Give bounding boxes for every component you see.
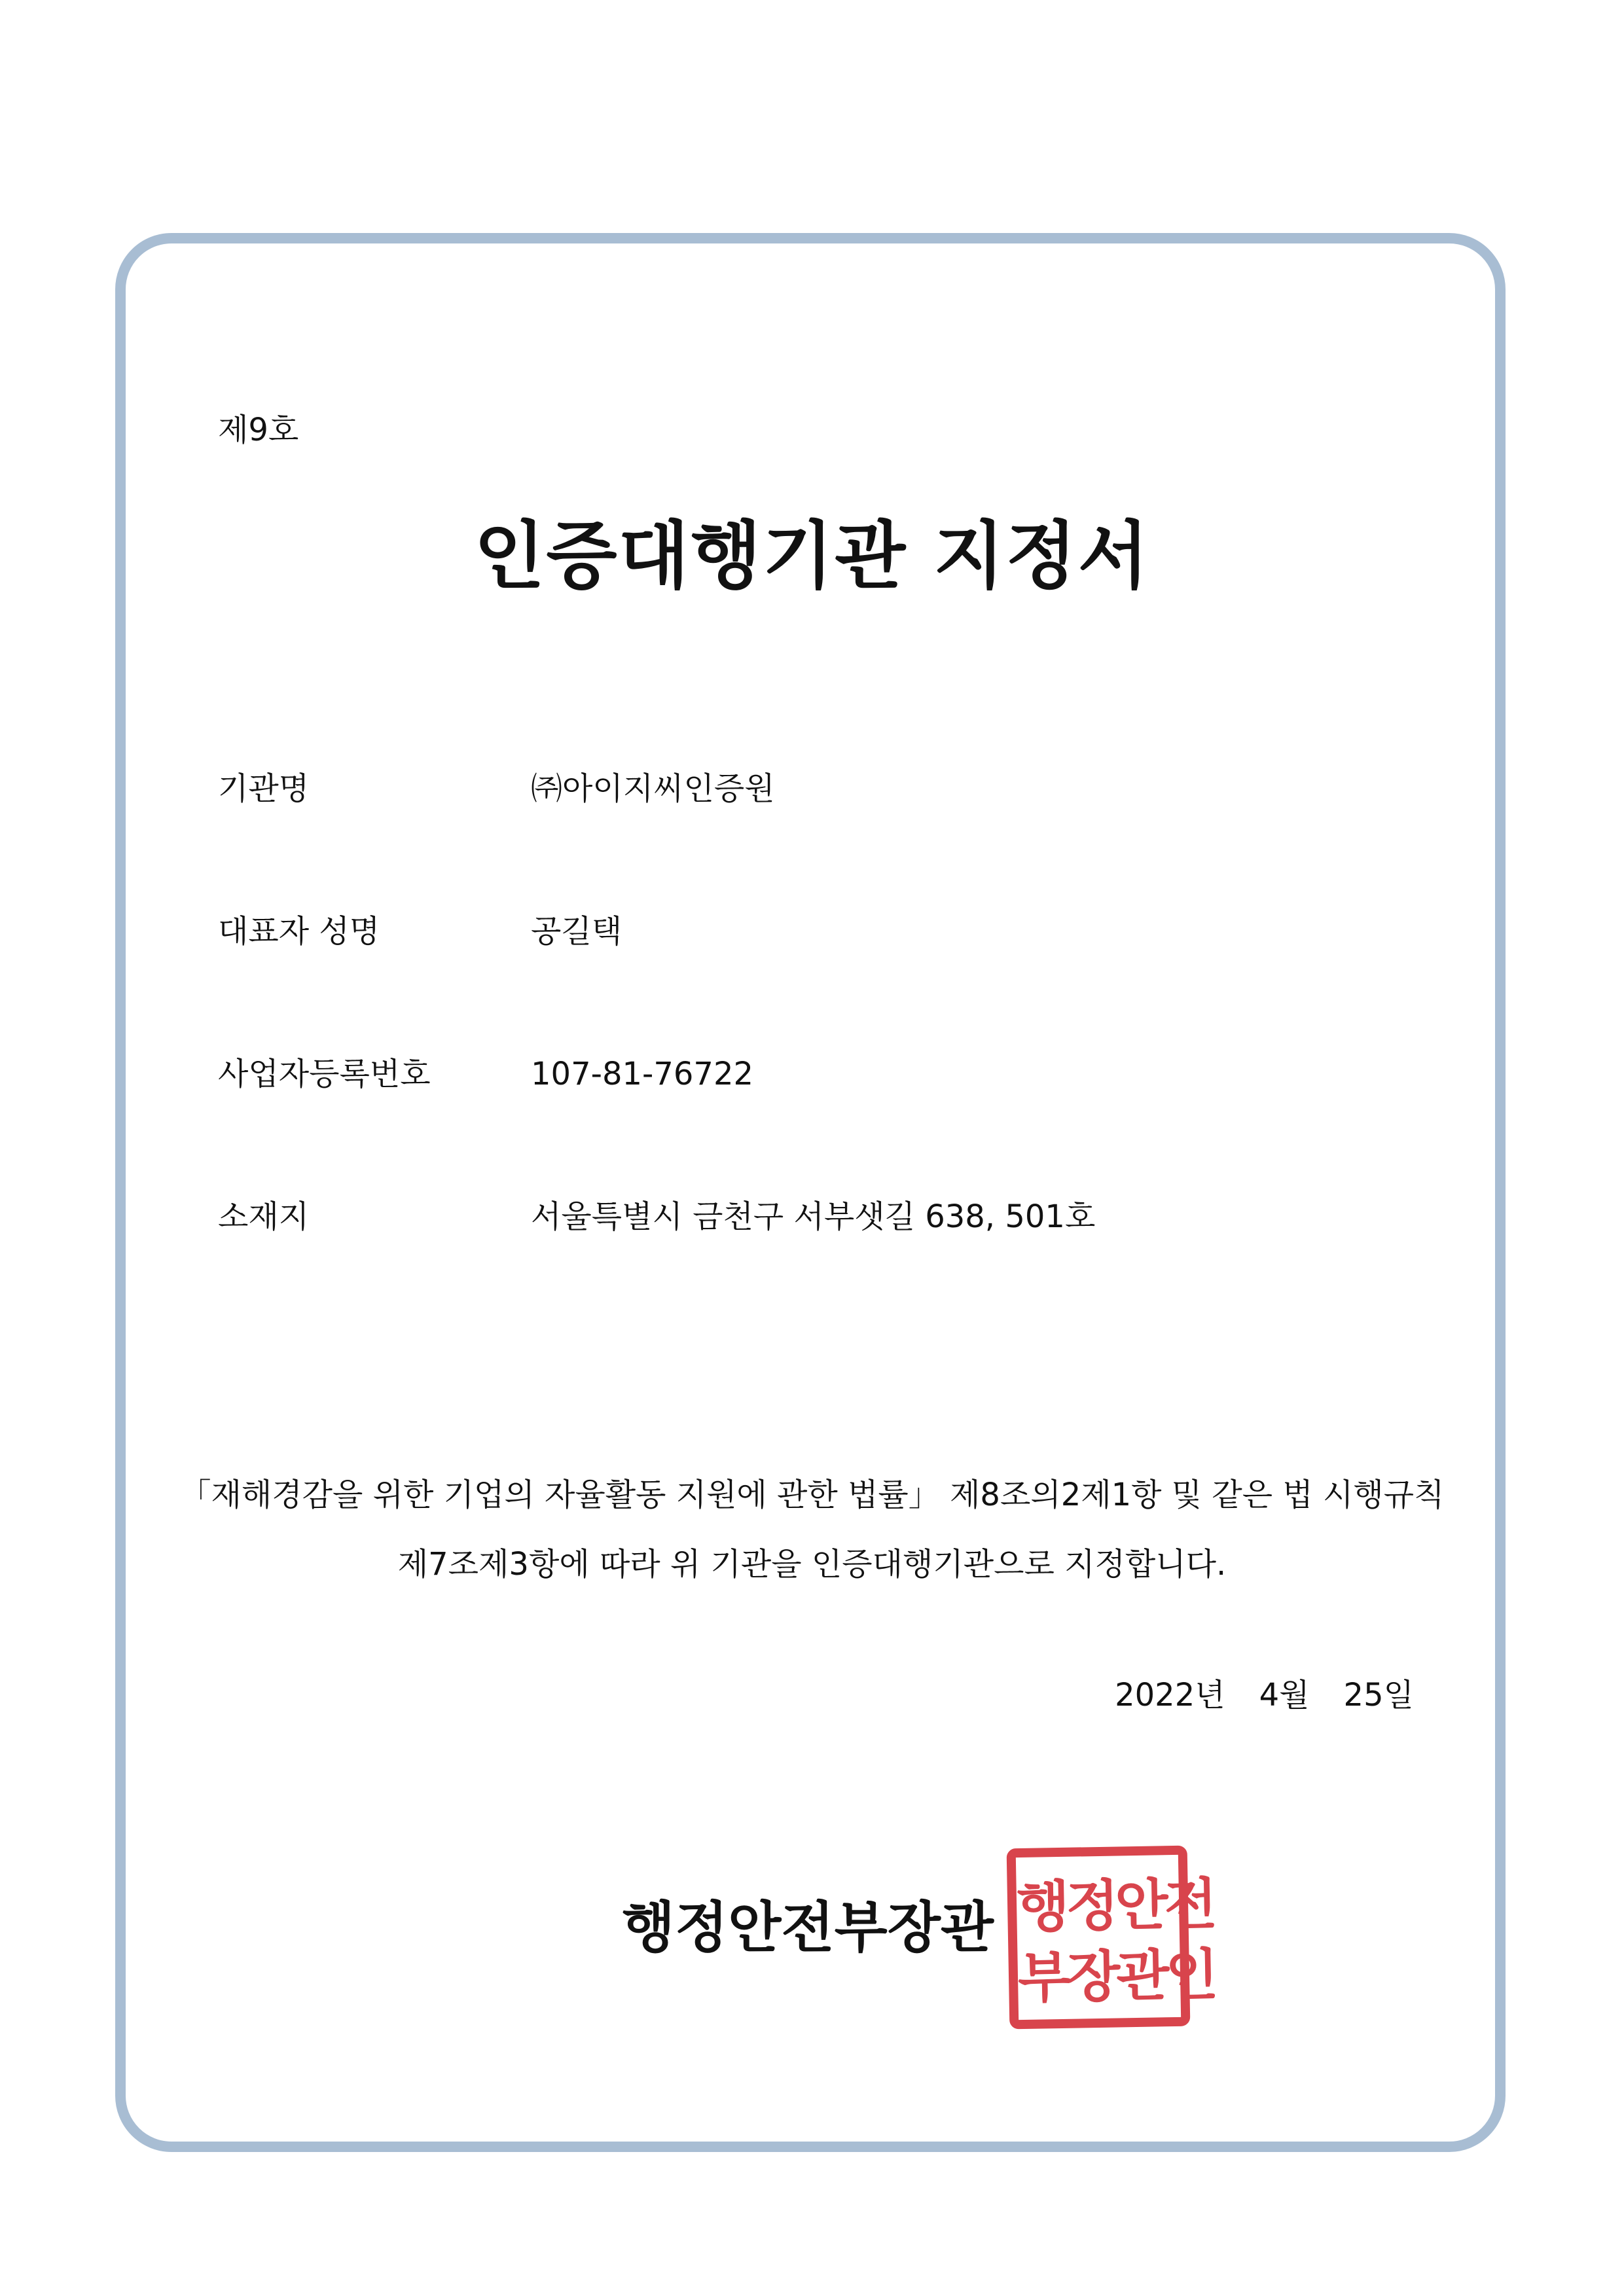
document-number: 제9호 — [218, 412, 299, 448]
field-label: 사업자등록번호 — [218, 1056, 431, 1092]
issue-date — [1115, 1674, 1414, 1716]
body-text-line-1: 「재해경감을 위한 기업의 자율활동 지원에 관한 법률」 제8조의2제1항 및 같은 법 시행규칙 — [179, 1477, 1445, 1513]
official-seal — [1007, 1846, 1216, 2030]
field-value: ㈜아이지씨인증원 — [531, 770, 775, 807]
seal-text-line-1: 행정안전 — [1016, 1871, 1214, 1940]
date-day: 25일 — [1343, 1677, 1414, 1713]
field-label: 대표자 성명 — [218, 913, 380, 950]
body-text-line-2: 제7조제3항에 따라 위 기관을 인증대행기관으로 지정합니다. — [397, 1546, 1227, 1583]
field-value: 공길택 — [531, 913, 623, 950]
field-value: 107-81-76722 — [531, 1056, 754, 1092]
field-value: 서울특별시 금천구 서부샛길 638, 501호 — [531, 1198, 1096, 1235]
date-year: 2022년 — [1115, 1677, 1225, 1713]
field-label: 소재지 — [218, 1198, 310, 1235]
document-title: 인증대행기관 지정서 — [474, 514, 1150, 599]
field-label: 기관명 — [218, 770, 310, 807]
issuer-name: 행정안전부장관 — [622, 1895, 994, 1960]
seal-text-line-2: 부장관인 — [1017, 1942, 1216, 2011]
date-month: 4월 — [1259, 1677, 1310, 1713]
